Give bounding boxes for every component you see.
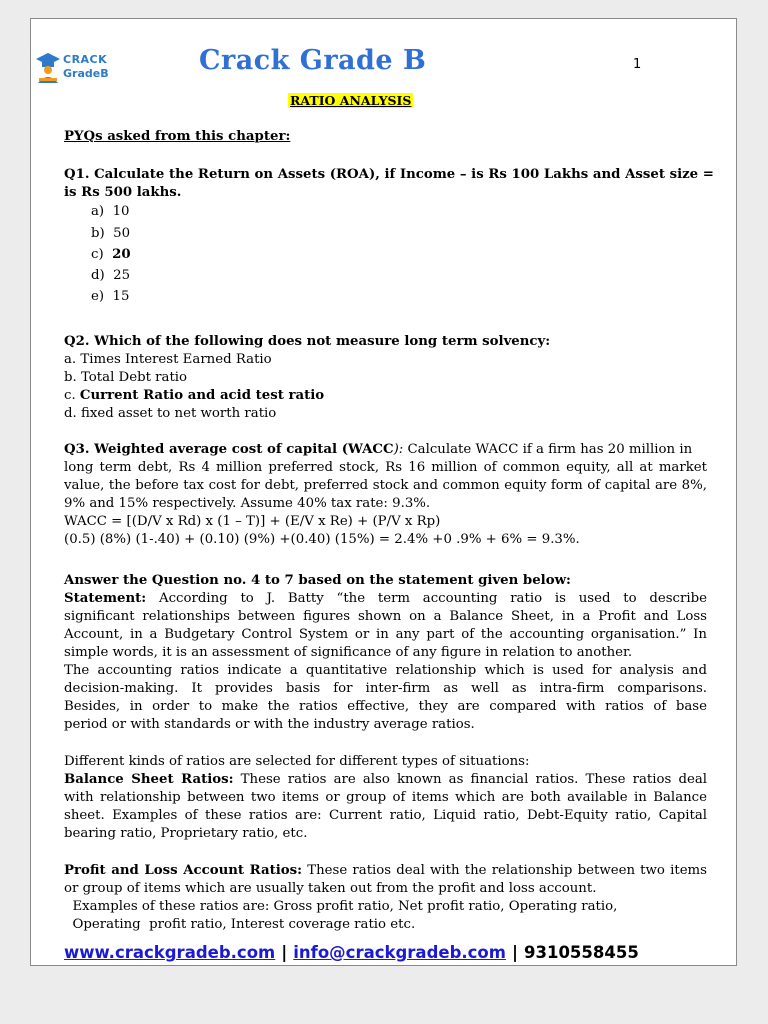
bs-ratios-text: These ratios are also known as financial ratios. These ratios deal — [233, 772, 708, 787]
footer-separator: | — [281, 943, 288, 962]
statement-line3: Account, in a Budgetary Control System or in any part of the accounting organisation.” In — [64, 627, 707, 642]
option-label: e) — [91, 289, 105, 304]
q1-option-b — [91, 225, 130, 242]
q2-option-d: d. fixed asset to net worth ratio — [64, 406, 277, 421]
statement-p2-line3: Besides, in order to make the ratios effective, they are compared with ratios of base — [64, 699, 707, 714]
graduate-icon — [35, 51, 61, 85]
q1-question-line1: Q1. Calculate the Return on Assets (ROA), if Income – is Rs 100 Lakhs and Asset size = — [64, 167, 714, 182]
q3-calculation: (0.5) (8%) (1-.40) + (0.10) (9%) +(0.40) (15%) = 2.4% +0 .9% + 6% = 9.3%. — [64, 532, 580, 547]
q1-option-a — [91, 203, 130, 220]
email-link[interactable]: info@crackgradeb.com — [293, 943, 506, 962]
q1-option-d — [91, 267, 130, 284]
q1-option-e — [91, 288, 129, 305]
pl-ratios-line2: or group of items which are usually taken out from the profit and loss account. — [64, 881, 597, 896]
pl-ratios-line4: Operating profit ratio, Interest coverage ratio etc. — [64, 917, 416, 932]
statement-label: Statement: — [64, 591, 147, 606]
option-text-correct: 20 — [112, 247, 131, 262]
option-label: b) — [91, 226, 105, 241]
bs-ratios-line2: with relationship between two items or group of items which are both available in Balance — [64, 790, 707, 805]
crack-gradeb-logo — [35, 49, 121, 89]
page-number: 1 — [633, 57, 642, 72]
option-label: a) — [91, 204, 105, 219]
q1-question-line2: is Rs 500 lakhs. — [64, 185, 182, 200]
bs-ratios-line3: sheet. Examples of these ratios are: Current ratio, Liquid ratio, Debt-Equity ratio, Capital — [64, 808, 707, 823]
bs-ratios-line4: bearing ratio, Proprietary ratio, etc. — [64, 826, 308, 841]
q2-option-c — [64, 387, 324, 404]
statement-p2-line4: period or with standards or with the industry average ratios. — [64, 717, 475, 732]
statement-p2-line2: decision-making. It provides basis for inter-firm as well as intra-firm comparisons. — [64, 681, 707, 696]
website-link[interactable]: www.crackgradeb.com — [64, 943, 276, 962]
option-text-correct: Current Ratio and acid test ratio — [79, 388, 325, 403]
statement-text: According to J. Batty “the term accounting ratio is used to describe — [146, 591, 707, 606]
q3-question-line4: 9% and 15% respectively. Assume 40% tax rate: 9.3%. — [64, 496, 431, 511]
footer-contact — [64, 943, 639, 962]
statement-intro: Answer the Question no. 4 to 7 based on the statement given below: — [64, 573, 571, 588]
q3-question-line1 — [64, 441, 692, 458]
q3-formula: WACC = [(D/V x Rd) x (1 – T)] + (E/V x Re) + (P/V x Rp) — [64, 514, 441, 529]
option-prefix: c. — [64, 388, 80, 403]
document-page — [30, 18, 737, 966]
footer-separator: | — [511, 943, 518, 962]
bs-ratios-label: Balance Sheet Ratios: — [64, 772, 234, 787]
option-text: 15 — [112, 289, 130, 304]
pl-ratios-line3: Examples of these ratios are: Gross profit ratio, Net profit ratio, Operating ratio, — [64, 899, 618, 914]
q2-option-a: a. Times Interest Earned Ratio — [64, 352, 272, 367]
logo-text-gradeb: GradeB — [63, 67, 109, 80]
statement-p3: Different kinds of ratios are selected for different types of situations: — [64, 754, 530, 769]
q3-label: Q3. Weighted average cost of capital (WACC — [64, 442, 394, 457]
pl-ratios-text: These ratios deal with the relationship between two items — [302, 863, 707, 878]
bs-ratios-line1 — [64, 771, 707, 789]
pl-ratios-label: Profit and Loss Account Ratios: — [64, 863, 303, 878]
option-text: 50 — [113, 226, 131, 241]
pl-ratios-line1 — [64, 862, 707, 880]
q2-option-b: b. Total Debt ratio — [64, 370, 188, 385]
statement-line1 — [64, 590, 707, 608]
q2-question: Q2. Which of the following does not measure long term solvency: — [64, 334, 551, 349]
option-text: 25 — [113, 268, 131, 283]
q1-option-c — [91, 246, 131, 263]
option-label: c) — [91, 247, 104, 262]
logo-text-crack: CRACK — [63, 53, 108, 66]
section-title: RATIO ANALYSIS — [290, 93, 412, 108]
q3-question-line2: long term debt, Rs 4 million preferred stock, Rs 16 million of common equity, all at market — [64, 460, 707, 475]
q3-question-line3: value, the before tax cost for debt, preferred stock and common equity form of capital are 8%, — [64, 478, 707, 493]
brand-title: Crack Grade B — [199, 45, 427, 76]
q3-label-tail: ): — [393, 442, 404, 457]
phone-number: 9310558455 — [524, 943, 639, 962]
pyq-heading: PYQs asked from this chapter: — [64, 129, 291, 144]
option-text: 10 — [112, 204, 130, 219]
statement-line2: significant relationships between figures shown on a Balance Sheet, in a Profit and Loss — [64, 609, 707, 624]
option-label: d) — [91, 268, 105, 283]
q3-text: Calculate WACC if a firm has 20 million in — [403, 442, 693, 457]
statement-line4: simple words, it is an assessment of significance of any figure in relation to another. — [64, 645, 633, 660]
statement-p2-line1: The accounting ratios indicate a quantitative relationship which is used for analysis and — [64, 663, 707, 678]
